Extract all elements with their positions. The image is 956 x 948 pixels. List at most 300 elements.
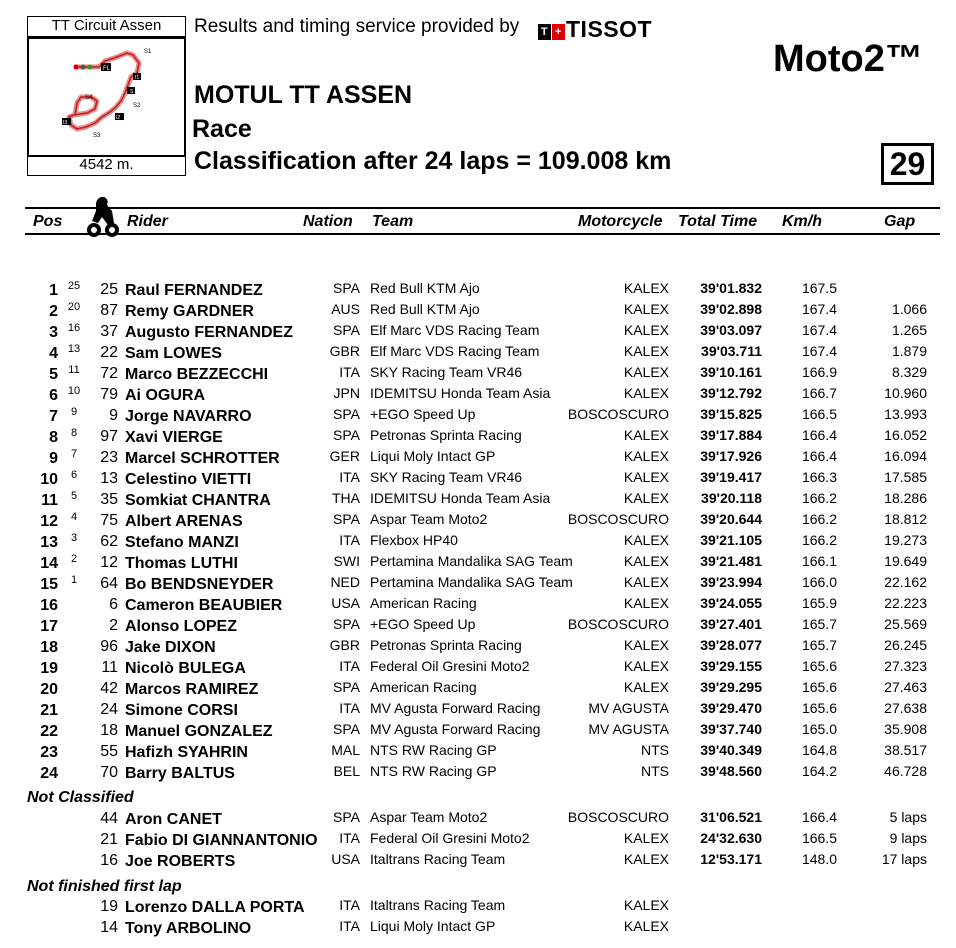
- gap-cell: 38.517: [884, 742, 927, 758]
- rider-name-cell: Alonso LOPEZ: [125, 618, 237, 635]
- total-time-cell: 39'02.898: [700, 301, 762, 317]
- rider-number-cell: 21: [100, 831, 118, 848]
- col-nation: Nation: [303, 213, 353, 230]
- nation-cell: ITA: [339, 532, 360, 548]
- motorcycle-cell: BOSCOSCURO: [567, 511, 669, 527]
- speed-cell: 165.6: [801, 658, 837, 674]
- team-cell: American Racing: [370, 679, 477, 695]
- circuit-name: TT Circuit Assen: [51, 17, 162, 34]
- rider-name-cell: Bo BENDSNEYDER: [125, 576, 274, 593]
- team-cell: Liqui Moly Intact GP: [370, 448, 496, 464]
- position-cell: 23: [40, 744, 58, 761]
- circuit-length: 4542 m.: [79, 156, 134, 173]
- table-row: [0, 700, 956, 721]
- team-cell: Flexbox HP40: [370, 532, 458, 548]
- table-row: [0, 553, 956, 574]
- rider-number-cell: 16: [100, 852, 118, 869]
- nation-cell: ITA: [339, 700, 360, 716]
- rider-name-cell: Barry BALTUS: [125, 765, 235, 782]
- nation-cell: SPA: [333, 679, 360, 695]
- team-cell: Italtrans Racing Team: [370, 897, 506, 913]
- table-row: [0, 679, 956, 700]
- position-cell: 14: [40, 555, 58, 572]
- header-rule-top: [25, 207, 940, 209]
- track-label-i1: I1: [135, 75, 140, 81]
- table-row: [0, 742, 956, 763]
- position-cell: 21: [40, 702, 58, 719]
- total-time-cell: 39'03.097: [700, 322, 762, 338]
- position-cell: 22: [40, 723, 58, 740]
- gap-cell: 18.812: [884, 511, 927, 527]
- classification-title: Classification after 24 laps = 109.008 km: [194, 147, 672, 175]
- speed-cell: 167.4: [801, 301, 837, 317]
- grid-position-cell: 9: [70, 406, 78, 418]
- position-cell: 13: [40, 534, 58, 551]
- team-cell: IDEMITSU Honda Team Asia: [370, 490, 551, 506]
- page-number: 29: [889, 146, 926, 182]
- speed-cell: 167.4: [801, 322, 837, 338]
- rider-number-cell: 62: [100, 533, 118, 550]
- track-label-s1: S1: [144, 49, 152, 55]
- total-time-cell: 39'20.118: [701, 490, 762, 506]
- motorcycle-cell: KALEX: [623, 364, 669, 380]
- position-cell: 6: [49, 387, 58, 404]
- not-finished-title: Not finished first lap: [27, 878, 182, 895]
- grid-position-cell: 6: [70, 469, 78, 481]
- nation-cell: SWI: [333, 553, 360, 569]
- gap-cell: 17 laps: [881, 851, 927, 867]
- table-row: [0, 301, 956, 322]
- nation-cell: MAL: [331, 742, 360, 758]
- position-cell: 24: [40, 765, 58, 782]
- rider-number-cell: 22: [100, 344, 118, 361]
- grid-position-cell: 13: [67, 343, 81, 355]
- grid-position-cell: 1: [70, 574, 78, 586]
- team-cell: Pertamina Mandalika SAG Team: [370, 553, 573, 569]
- rider-number-cell: 23: [100, 449, 118, 466]
- total-time-cell: 24'32.630: [700, 830, 762, 846]
- speed-cell: 165.0: [801, 721, 837, 737]
- team-cell: Pertamina Mandalika SAG Team: [370, 574, 573, 590]
- rider-name-cell: Aron CANET: [125, 811, 222, 828]
- not-classified-title: Not Classified: [27, 789, 134, 806]
- team-cell: NTS RW Racing GP: [370, 742, 497, 758]
- nation-cell: ITA: [339, 830, 360, 846]
- rider-number-cell: 9: [109, 407, 118, 424]
- total-time-cell: 39'37.740: [700, 721, 762, 737]
- speed-cell: 164.2: [801, 763, 837, 779]
- total-time-cell: 39'23.994: [700, 574, 762, 590]
- table-row: [0, 637, 956, 658]
- rider-number-cell: 96: [100, 638, 118, 655]
- motorcycle-cell: KALEX: [623, 679, 669, 695]
- motorcycle-cell: KALEX: [623, 658, 669, 674]
- rider-number-cell: 6: [109, 596, 118, 613]
- position-cell: 3: [49, 324, 58, 341]
- team-cell: Italtrans Racing Team: [370, 851, 506, 867]
- gap-cell: 1.066: [891, 301, 927, 317]
- track-label-s4: S4: [85, 95, 93, 101]
- total-time-cell: 31'06.521: [700, 809, 762, 825]
- rider-number-cell: 19: [100, 898, 118, 915]
- rider-number-cell: 87: [100, 302, 118, 319]
- col-team: Team: [372, 213, 414, 230]
- track-label-fl: FL: [103, 66, 111, 72]
- team-cell: MV Agusta Forward Racing: [370, 721, 541, 737]
- speed-cell: 165.7: [801, 616, 837, 632]
- speed-cell: 148.0: [801, 851, 837, 867]
- total-time-cell: 39'48.560: [700, 763, 762, 779]
- team-cell: Aspar Team Moto2: [370, 511, 488, 527]
- position-cell: 9: [49, 450, 58, 467]
- rider-number-cell: 24: [100, 701, 118, 718]
- team-cell: Federal Oil Gresini Moto2: [370, 658, 530, 674]
- nation-cell: GER: [329, 448, 360, 464]
- total-time-cell: 39'27.401: [700, 616, 762, 632]
- rider-name-cell: Fabio DI GIANNANTONIO: [125, 832, 318, 849]
- table-row: [0, 721, 956, 742]
- circuit-length-box: [27, 155, 186, 176]
- motorcycle-cell: KALEX: [623, 343, 669, 359]
- total-time-cell: 39'15.825: [700, 406, 762, 422]
- table-row: [0, 385, 956, 406]
- grid-position-cell: 8: [70, 427, 78, 439]
- rider-number-cell: 12: [100, 554, 118, 571]
- motorcycle-cell: KALEX: [623, 532, 669, 548]
- speed-cell: 164.8: [801, 742, 837, 758]
- rider-name-cell: Joe ROBERTS: [125, 853, 236, 870]
- table-row: [0, 809, 956, 830]
- rider-number-cell: 35: [100, 491, 118, 508]
- total-time-cell: 39'28.077: [700, 637, 762, 653]
- gap-cell: 16.052: [884, 427, 927, 443]
- rider-name-cell: Ai OGURA: [125, 387, 205, 404]
- position-cell: 4: [49, 345, 58, 362]
- rider-name-cell: Stefano MANZI: [125, 534, 239, 551]
- nation-cell: SPA: [333, 721, 360, 737]
- gap-cell: 25.569: [884, 616, 927, 632]
- speed-cell: 166.4: [801, 448, 837, 464]
- table-row: [0, 574, 956, 595]
- position-cell: 17: [40, 618, 58, 635]
- nation-cell: SPA: [333, 406, 360, 422]
- motorcycle-cell: KALEX: [623, 448, 669, 464]
- position-cell: 15: [40, 576, 58, 593]
- col-kmh: Km/h: [782, 213, 822, 230]
- speed-cell: 165.6: [801, 700, 837, 716]
- rider-name-cell: Celestino VIETTI: [125, 471, 252, 488]
- table-row: [0, 595, 956, 616]
- rider-number-cell: 42: [100, 680, 118, 697]
- team-cell: Petronas Sprinta Racing: [370, 637, 522, 653]
- speed-cell: 166.3: [801, 469, 837, 485]
- team-cell: Liqui Moly Intact GP: [370, 918, 496, 934]
- track-label-i3: I3: [63, 120, 68, 126]
- nation-cell: GBR: [329, 637, 360, 653]
- track-label-s2: S2: [133, 103, 141, 109]
- header-rule-bottom: [25, 233, 940, 235]
- nation-cell: SPA: [333, 511, 360, 527]
- gap-cell: 1.879: [891, 343, 927, 359]
- motorcycle-cell: KALEX: [623, 301, 669, 317]
- grid-position-cell: 2: [70, 553, 78, 565]
- motorcycle-cell: KALEX: [623, 897, 669, 913]
- motorcycle-cell: KALEX: [623, 574, 669, 590]
- motorcycle-cell: KALEX: [623, 322, 669, 338]
- track-map-graphic: [29, 39, 184, 155]
- total-time-cell: 39'21.481: [700, 553, 762, 569]
- team-cell: SKY Racing Team VR46: [370, 469, 523, 485]
- table-row: [0, 897, 956, 918]
- rider-name-cell: Marco BEZZECCHI: [125, 366, 269, 383]
- table-row: [0, 322, 956, 343]
- rider-name-cell: Augusto FERNANDEZ: [125, 324, 293, 341]
- rider-number-cell: 14: [100, 919, 118, 936]
- table-row: [0, 851, 956, 872]
- table-row: [0, 532, 956, 553]
- event-title: MOTUL TT ASSEN: [194, 81, 413, 109]
- track-label-i2: I2: [116, 115, 121, 121]
- rider-number-cell: 13: [100, 470, 118, 487]
- table-row: [0, 427, 956, 448]
- speed-cell: 166.5: [801, 406, 837, 422]
- gap-cell: 9 laps: [889, 830, 927, 846]
- position-cell: 12: [40, 513, 58, 530]
- rider-name-cell: Marcos RAMIREZ: [125, 681, 259, 698]
- gap-cell: 8.329: [891, 364, 927, 380]
- motorcycle-cell: KALEX: [623, 595, 669, 611]
- total-time-cell: 39'29.295: [700, 679, 762, 695]
- table-row: [0, 448, 956, 469]
- position-cell: 1: [49, 282, 58, 299]
- track-map: [27, 37, 186, 157]
- rider-name-cell: Remy GARDNER: [125, 303, 254, 320]
- speed-cell: 165.6: [801, 679, 837, 695]
- nation-cell: ITA: [339, 918, 360, 934]
- nation-cell: SPA: [333, 427, 360, 443]
- table-row: [0, 343, 956, 364]
- nation-cell: ITA: [339, 897, 360, 913]
- class-name: Moto2™: [773, 38, 923, 80]
- rider-name-cell: Manuel GONZALEZ: [125, 723, 273, 740]
- rider-number-cell: 2: [109, 617, 118, 634]
- table-row: [0, 364, 956, 385]
- table-row: [0, 830, 956, 851]
- nation-cell: GBR: [329, 343, 360, 359]
- rider-name-cell: Nicolò BULEGA: [125, 660, 246, 677]
- speed-cell: 167.4: [801, 343, 837, 359]
- nation-cell: BEL: [333, 763, 360, 779]
- speed-cell: 165.7: [801, 637, 837, 653]
- grid-position-cell: 7: [70, 448, 78, 460]
- rider-number-cell: 79: [100, 386, 118, 403]
- motorcycle-cell: KALEX: [623, 830, 669, 846]
- total-time-cell: 39'03.711: [701, 343, 762, 359]
- table-row: [0, 280, 956, 301]
- gap-cell: 26.245: [884, 637, 927, 653]
- gap-cell: 22.162: [884, 574, 927, 590]
- motorcycle-cell: BOSCOSCURO: [567, 809, 669, 825]
- nation-cell: JPN: [333, 385, 360, 401]
- rider-name-cell: Tony ARBOLINO: [125, 920, 252, 937]
- gap-cell: 17.585: [884, 469, 927, 485]
- nation-cell: ITA: [339, 658, 360, 674]
- rider-name-cell: Jorge NAVARRO: [125, 408, 252, 425]
- position-cell: 18: [40, 639, 58, 656]
- rider-number-cell: 11: [101, 659, 118, 676]
- total-time-cell: 39'01.832: [700, 280, 762, 296]
- rider-name-cell: Jake DIXON: [125, 639, 216, 656]
- track-label-s: S: [130, 89, 134, 95]
- team-cell: Federal Oil Gresini Moto2: [370, 830, 530, 846]
- team-cell: Elf Marc VDS Racing Team: [370, 322, 540, 338]
- team-cell: MV Agusta Forward Racing: [370, 700, 541, 716]
- col-rider: Rider: [127, 213, 168, 230]
- speed-cell: 166.0: [801, 574, 837, 590]
- speed-cell: 166.7: [801, 385, 837, 401]
- rider-number-cell: 25: [100, 281, 118, 298]
- grid-position-cell: 11: [68, 364, 80, 376]
- speed-cell: 166.2: [801, 532, 837, 548]
- rider-number-cell: 72: [100, 365, 118, 382]
- tissot-logo: T + TISSOT: [538, 16, 652, 43]
- nation-cell: SPA: [333, 322, 360, 338]
- grid-position-cell: 5: [70, 490, 78, 502]
- motorcycle-cell: KALEX: [623, 851, 669, 867]
- grid-position-cell: 16: [67, 322, 81, 334]
- gap-cell: 5 laps: [889, 809, 927, 825]
- motorcycle-cell: MV AGUSTA: [588, 700, 669, 716]
- nation-cell: AUS: [331, 301, 360, 317]
- total-time-cell: 39'21.105: [700, 532, 762, 548]
- grid-position-cell: 10: [67, 385, 81, 397]
- col-pos: Pos: [33, 213, 63, 230]
- gap-cell: 22.223: [884, 595, 927, 611]
- rider-name-cell: Simone CORSI: [125, 702, 238, 719]
- table-row: [0, 763, 956, 784]
- total-time-cell: 39'29.470: [700, 700, 762, 716]
- gap-cell: 27.323: [884, 658, 927, 674]
- table-row: [0, 469, 956, 490]
- speed-cell: 166.4: [801, 427, 837, 443]
- grid-position-cell: 20: [67, 301, 81, 313]
- position-cell: 8: [49, 429, 58, 446]
- motorcycle-cell: KALEX: [623, 427, 669, 443]
- grid-position-cell: 4: [70, 511, 78, 523]
- speed-cell: 165.9: [801, 595, 837, 611]
- table-row: [0, 406, 956, 427]
- gap-cell: 19.273: [884, 532, 927, 548]
- speed-cell: 166.5: [801, 830, 837, 846]
- nation-cell: ITA: [339, 364, 360, 380]
- motorcycle-cell: KALEX: [623, 490, 669, 506]
- provided-by-text: Results and timing service provided by: [194, 16, 520, 37]
- rider-name-cell: Lorenzo DALLA PORTA: [125, 899, 305, 916]
- total-time-cell: 39'17.926: [700, 448, 762, 464]
- motorcycle-cell: BOSCOSCURO: [567, 616, 669, 632]
- gap-cell: 46.728: [884, 763, 927, 779]
- rider-name-cell: Somkiat CHANTRA: [125, 492, 271, 509]
- total-time-cell: 39'29.155: [700, 658, 762, 674]
- total-time-cell: 39'19.417: [700, 469, 762, 485]
- position-cell: 5: [49, 366, 58, 383]
- total-time-cell: 39'10.161: [700, 364, 762, 380]
- table-row: [0, 658, 956, 679]
- position-cell: 7: [49, 408, 58, 425]
- nation-cell: ITA: [339, 469, 360, 485]
- speed-cell: 166.2: [801, 490, 837, 506]
- motorcycle-cell: KALEX: [623, 385, 669, 401]
- col-motorcycle: Motorcycle: [578, 213, 663, 230]
- nation-cell: SPA: [333, 616, 360, 632]
- team-cell: +EGO Speed Up: [370, 616, 476, 632]
- total-time-cell: 39'24.055: [700, 595, 762, 611]
- nation-cell: USA: [331, 851, 360, 867]
- track-label-s3: S3: [93, 133, 101, 139]
- rider-name-cell: Raul FERNANDEZ: [125, 282, 263, 299]
- rider-number-cell: 18: [100, 722, 118, 739]
- rider-name-cell: Thomas LUTHI: [125, 555, 238, 572]
- red-light-icon: [74, 65, 79, 70]
- gap-cell: 27.638: [884, 700, 927, 716]
- rider-name-cell: Albert ARENAS: [125, 513, 243, 530]
- team-cell: Red Bull KTM Ajo: [370, 301, 480, 317]
- rider-number-cell: 55: [100, 743, 118, 760]
- team-cell: Red Bull KTM Ajo: [370, 280, 480, 296]
- col-gap: Gap: [884, 213, 916, 230]
- nation-cell: USA: [331, 595, 360, 611]
- table-row: [0, 490, 956, 511]
- speed-cell: 166.4: [801, 809, 837, 825]
- total-time-cell: 39'12.792: [700, 385, 762, 401]
- green-light-icon: [88, 65, 93, 70]
- speed-cell: 166.1: [801, 553, 837, 569]
- nation-cell: SPA: [333, 809, 360, 825]
- table-row: [0, 616, 956, 637]
- speed-cell: 166.9: [801, 364, 837, 380]
- gap-cell: 19.649: [884, 553, 927, 569]
- rider-name-cell: Sam LOWES: [125, 345, 222, 362]
- circuit-name-box: [27, 16, 186, 37]
- position-cell: 16: [40, 597, 58, 614]
- team-cell: American Racing: [370, 595, 477, 611]
- rider-name-cell: Marcel SCHROTTER: [125, 450, 280, 467]
- position-cell: 19: [40, 660, 58, 677]
- rider-number-cell: 97: [100, 428, 118, 445]
- gap-cell: 13.993: [884, 406, 927, 422]
- rider-name-cell: Hafizh SYAHRIN: [125, 744, 248, 761]
- grid-position-cell: 3: [70, 532, 78, 544]
- nation-cell: SPA: [333, 280, 360, 296]
- rider-number-cell: 75: [100, 512, 118, 529]
- speed-cell: 167.5: [801, 280, 837, 296]
- gap-cell: 18.286: [884, 490, 927, 506]
- team-cell: Petronas Sprinta Racing: [370, 427, 522, 443]
- team-cell: +EGO Speed Up: [370, 406, 476, 422]
- gap-cell: 10.960: [884, 385, 927, 401]
- rider-name-cell: Xavi VIERGE: [125, 429, 223, 446]
- motorcycle-cell: KALEX: [623, 637, 669, 653]
- team-cell: Elf Marc VDS Racing Team: [370, 343, 540, 359]
- team-cell: Aspar Team Moto2: [370, 809, 488, 825]
- motorcycle-cell: NTS: [641, 763, 669, 779]
- position-cell: 2: [49, 303, 58, 320]
- motorcycle-cell: BOSCOSCURO: [567, 406, 669, 422]
- motorcycle-cell: NTS: [641, 742, 669, 758]
- total-time-cell: 39'17.884: [700, 427, 762, 443]
- position-cell: 11: [41, 492, 58, 509]
- col-total-time: Total Time: [678, 213, 758, 230]
